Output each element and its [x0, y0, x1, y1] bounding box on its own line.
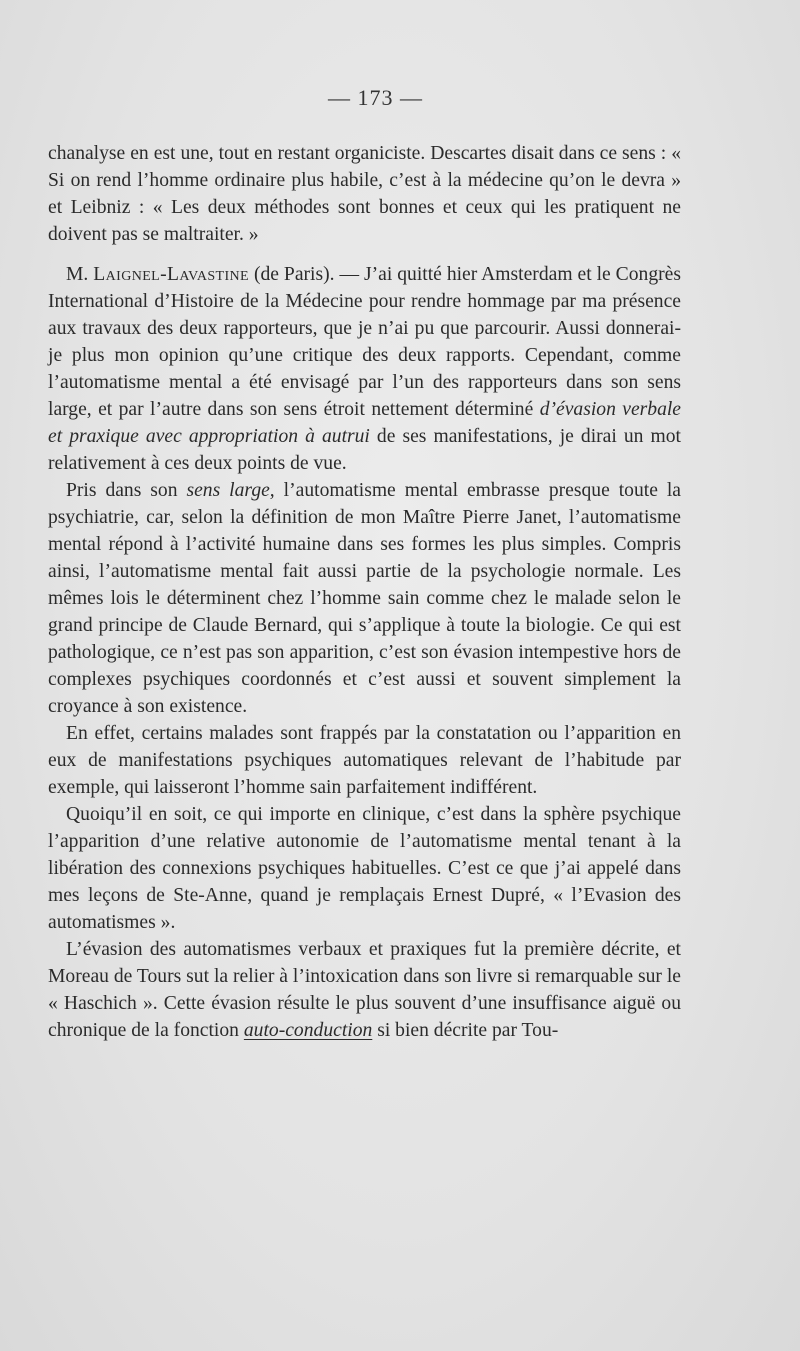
paragraph-3	[48, 477, 681, 720]
paragraph-3-text-a: Pris dans son	[66, 480, 187, 501]
paragraph-2-text-a: (de Paris). — J’ai quitté hier Amsterdam et le Congrès International d’Histoire de la Médecine pour rendre hommage par ma présence aux travaux des deux rapporteurs, que je n’ai pu que parcourir. Aussi donnerai-je plus mon opinion qu’une critique des deux rapports. Cependant, comme l’automatisme mental a été envisagé par l’un des rapporteurs dans son sens large, et par l’autre dans son sens étroit nettement déterminé	[48, 264, 681, 420]
speaker-name: Laignel-Lavastine	[93, 264, 250, 285]
paragraph-2-text-b: de ses manifestations, je dirai un mot relativement à ces deux points de vue.	[48, 426, 681, 474]
paragraph-2-italic: d’évasion verbale et praxique avec appropriation à autrui	[48, 399, 682, 447]
paragraph-5: Quoiqu’il en soit, ce qui importe en clinique, c’est dans la sphère psychique l’apparition d’une relative autonomie de l’automatisme mental tenant à la libération des connexions psychiques habituelles. C’est ce que j’ai appelé dans mes leçons de Ste-Anne, quand je remplaçais Ernest Dupré, « l’Evasion des automatismes ».	[48, 804, 681, 933]
paragraph-6-italic: auto-conduction	[243, 1020, 373, 1041]
speaker-prefix: M.	[66, 264, 94, 285]
paragraph-6-text-a: L’évasion des automatismes verbaux et praxiques fut la première décrite, et Moreau de Tours sut la relier à l’intoxication dans son livre si remarquable sur le « Haschich ». Cette évasion résulte le plus souvent d’une insuffisance aiguë ou chronique de la fonction	[48, 939, 681, 1041]
document-page	[48, 78, 681, 1044]
paragraph-4: En effet, certains malades sont frappés par la constatation ou l’apparition en eux de manifestations psychiques automatiques relevant de l’habitude par exemple, qui laisseront l’homme sain parfaitement indifférent.	[48, 723, 681, 798]
paragraph-3-italic: sens large,	[186, 480, 275, 501]
paragraph-6-text-b: si bien décrite par Tou-	[372, 1020, 559, 1041]
paragraph-3-text-b: l’automatisme mental embrasse presque toute la psychiatrie, car, selon la définition de mon Maître Pierre Janet, l’automatisme mental répond à l’activité humaine dans ses formes les plus simples. Compris ainsi, l’automatisme mental fait aussi partie de la psychologie normale. Les mêmes lois le déterminent chez l’homme sain comme chez le malade selon le grand principe de Claude Bernard, qui s’applique à toute la biologie. Ce qui est pathologique, ce n’est pas son apparition, c’est son évasion intempestive hors de complexes psychiques coordonnés et c’est aussi et souvent simplement la croyance à son existence.	[48, 480, 681, 717]
paragraph-1: chanalyse en est une, tout en restant organiciste. Descartes disait dans ce sens : « Si on rend l’homme ordinaire plus habile, c’est à la médecine qu’on le devra » et Leibniz : « Les deux méthodes sont bonnes et ceux qui les pratiquent ne doivent pas se maltraiter. »	[48, 143, 681, 245]
paragraph-6	[48, 936, 681, 1044]
paragraph-2	[48, 261, 681, 477]
page-number: — 173 —	[328, 85, 423, 110]
